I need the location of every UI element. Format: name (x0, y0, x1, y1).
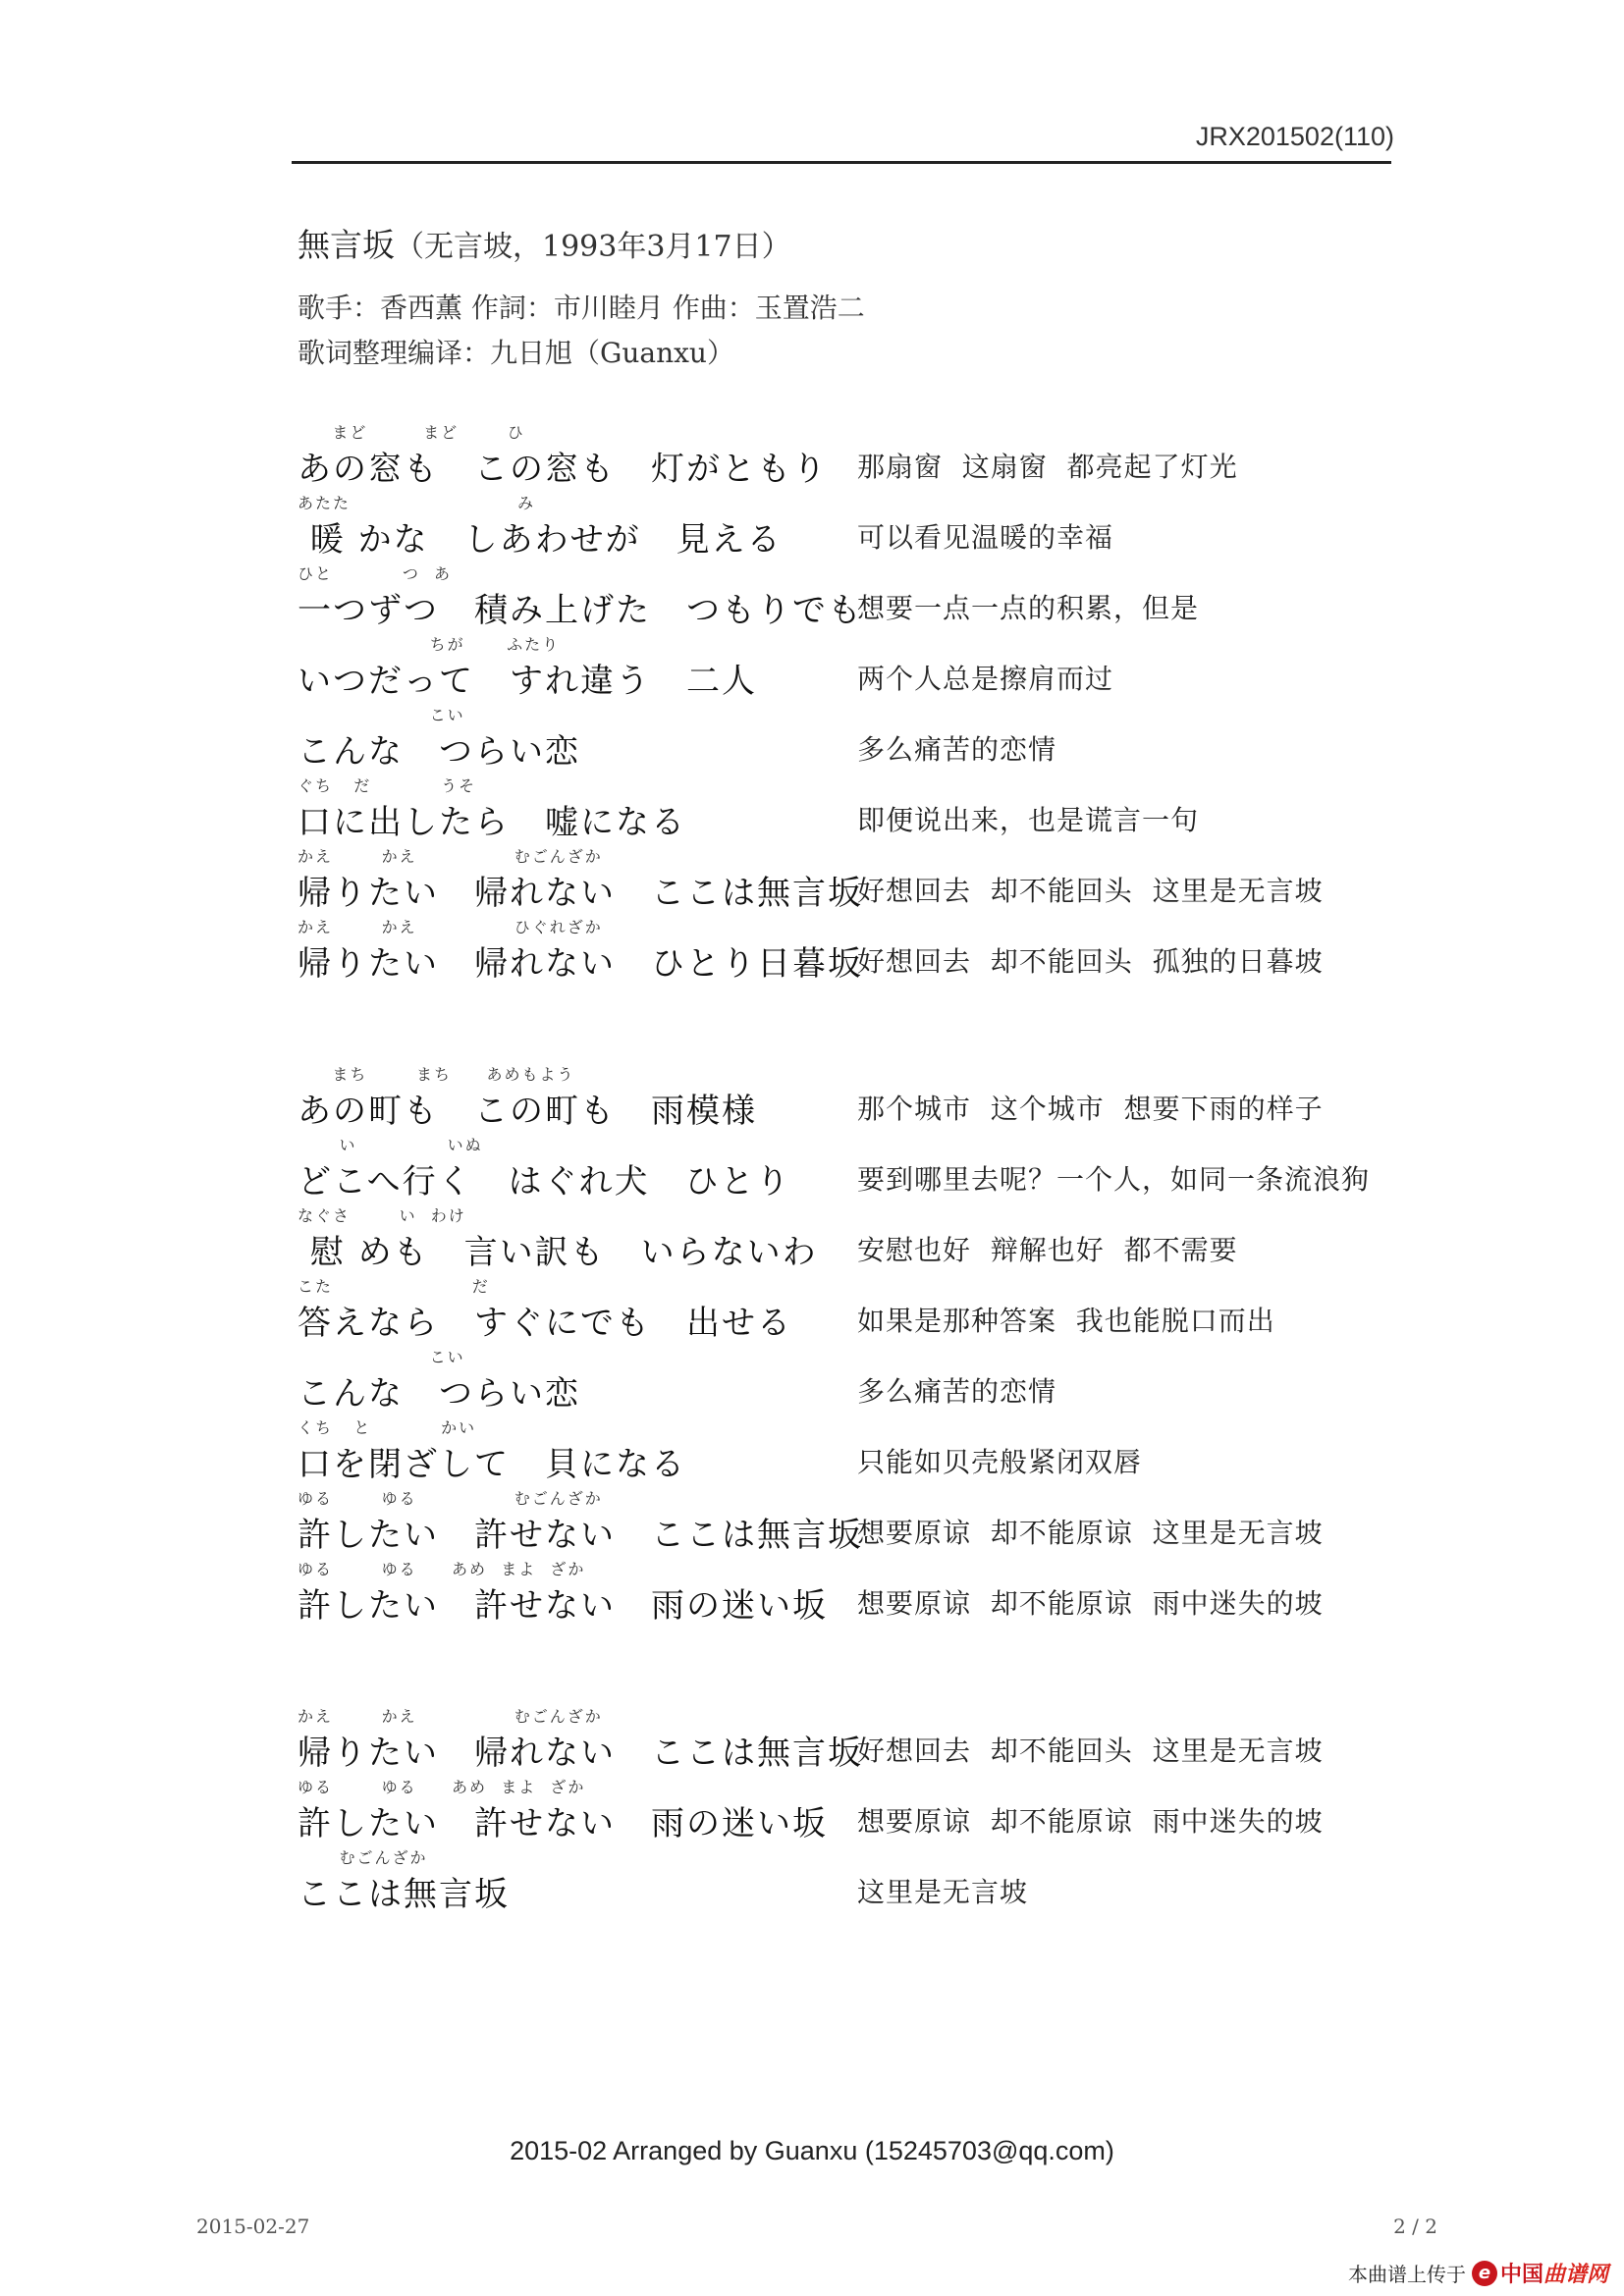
site-logo-part1: 中国 (1499, 2263, 1543, 2287)
site-logo-part2: 曲谱网 (1543, 2263, 1608, 2287)
credits-line: 歌手：香西薫 作詞：市川睦月 作曲：玉置浩二 (298, 292, 865, 324)
lyric-line (0, 561, 1624, 632)
furigana: ゆる ゆる あめ まよ ざか (298, 1778, 586, 1796)
lyric-line (0, 632, 1624, 703)
lyric-line (0, 1062, 1624, 1133)
page-number: 2 / 2 (1393, 2215, 1437, 2238)
furigana: くち と かい (298, 1418, 477, 1437)
lyric-line (0, 1775, 1624, 1845)
lyric-japanese: 答えなら すぐにでも 出せる (298, 1304, 792, 1343)
lyric-japanese: どこへ行く はぐれ犬 ひとり (298, 1162, 791, 1201)
lyric-chinese: 多么痛苦的恋情 (857, 733, 1057, 766)
lyric-line (0, 1486, 1624, 1557)
furigana: あたた み (298, 494, 536, 512)
lyric-japanese: 一つずつ 積み上げた つもりでも (298, 591, 863, 630)
lyric-chinese: 那个城市 这个城市 想要下雨的样子 (857, 1093, 1324, 1125)
watermark-text: 本曲谱上传于 (1347, 2263, 1466, 2286)
lyric-line (0, 1415, 1624, 1486)
lyric-chinese: 想要原谅 却不能原谅 这里是无言坡 (857, 1517, 1324, 1549)
song-title-main: 無言坂 (298, 226, 395, 264)
lyric-chinese: 多么痛苦的恋情 (857, 1375, 1057, 1408)
furigana: なぐさ い わけ (298, 1206, 466, 1225)
footer-date: 2015-02-27 (196, 2215, 310, 2238)
site-logo-icon: e (1472, 2261, 1497, 2286)
lyric-japanese: 許したい 許せない 雨の迷い坂 (298, 1804, 828, 1843)
lyric-line (0, 491, 1624, 561)
lyric-chinese: 如果是那种答案 我也能脱口而出 (857, 1305, 1275, 1337)
furigana: まち まち あめもよう (298, 1065, 575, 1084)
lyric-chinese: 好想回去 却不能回头 这里是无言坡 (857, 1735, 1324, 1767)
lyric-japanese: 口に出したら 嘘になる (298, 803, 686, 842)
lyric-japanese: 暖 かな しあわせが 見える (298, 520, 783, 560)
lyric-chinese: 想要原谅 却不能原谅 雨中迷失的坡 (857, 1587, 1324, 1620)
song-title-sub: （无言坡，1993年3月17日） (395, 230, 791, 264)
lyric-chinese: 想要原谅 却不能原谅 雨中迷失的坡 (857, 1805, 1324, 1838)
lyric-japanese: 許したい 許せない 雨の迷い坂 (298, 1586, 828, 1626)
furigana: ゆる ゆる むごんざか (298, 1489, 603, 1508)
lyric-chinese: 即便说出来，也是谎言一句 (857, 804, 1200, 836)
furigana: こた だ (298, 1277, 490, 1296)
furigana: かえ かえ ひぐれざか (298, 918, 603, 936)
lyric-line (0, 774, 1624, 844)
furigana: かえ かえ むごんざか (298, 1707, 603, 1726)
lyric-line (0, 1557, 1624, 1628)
lyric-japanese: 帰りたい 帰れない ここは無言坂 (298, 874, 863, 913)
lyric-japanese: 慰 めも 言い訳も いらないわ (298, 1233, 818, 1272)
lyric-chinese: 这里是无言坡 (857, 1876, 1029, 1908)
lyric-line (0, 1274, 1624, 1345)
lyric-chinese: 两个人总是擦肩而过 (857, 663, 1114, 695)
lyric-chinese: 要到哪里去呢？一个人，如同一条流浪狗 (857, 1163, 1371, 1196)
lyric-japanese: 口を閉ざして 貝になる (298, 1445, 686, 1484)
lyric-chinese: 那扇窗 这扇窗 都亮起了灯光 (857, 451, 1238, 483)
furigana: ひと つ あ (298, 564, 453, 583)
lyric-japanese: こんな つらい恋 (298, 732, 580, 772)
footer-credit: 2015-02 Arranged by Guanxu (15245703@qq.com) (510, 2136, 1114, 2165)
watermark (1348, 2258, 1608, 2288)
lyric-line (0, 1845, 1624, 1916)
furigana: ゆる ゆる あめ まよ ざか (298, 1560, 586, 1578)
lyric-japanese: あの町も この町も 雨模様 (298, 1092, 757, 1131)
furigana: ぐち だ うそ (298, 776, 477, 795)
document-code: JRX201502(110) (1195, 122, 1394, 151)
lyric-japanese: 許したい 許せない ここは無言坂 (298, 1516, 863, 1555)
editor-line: 歌词整理编译：九日旭（Guanxu） (298, 337, 734, 369)
lyric-japanese: 帰りたい 帰れない ひとり日暮坂 (298, 944, 863, 984)
lyric-chinese: 安慰也好 辩解也好 都不需要 (857, 1234, 1238, 1266)
furigana: まど まど ひ (298, 423, 525, 442)
lyric-chinese: 好想回去 却不能回头 这里是无言坡 (857, 875, 1324, 907)
lyric-line (0, 1203, 1624, 1274)
lyric-japanese: 帰りたい 帰れない ここは無言坂 (298, 1734, 863, 1773)
lyric-line (0, 1345, 1624, 1415)
furigana: こい (298, 1348, 465, 1366)
lyric-line (0, 844, 1624, 915)
lyric-japanese: ここは無言坂 (298, 1875, 510, 1914)
lyric-chinese: 可以看见温暖的幸福 (857, 521, 1114, 554)
lyric-line (0, 1133, 1624, 1203)
lyric-line (0, 915, 1624, 986)
lyric-line (0, 420, 1624, 491)
lyric-line (0, 1704, 1624, 1775)
lyric-chinese: 只能如贝壳般紧闭双唇 (857, 1446, 1143, 1478)
lyric-line (0, 703, 1624, 774)
furigana: ちが ふたり (298, 635, 561, 654)
lyric-japanese: いつだって すれ違う 二人 (298, 662, 757, 701)
furigana: かえ かえ むごんざか (298, 847, 603, 866)
lyric-chinese: 想要一点一点的积累，但是 (857, 592, 1200, 624)
furigana: むごんざか (298, 1848, 428, 1867)
furigana: い いぬ (298, 1136, 483, 1154)
lyric-japanese: あの窓も この窓も 灯がともり (298, 450, 828, 489)
lyric-japanese: こんな つらい恋 (298, 1374, 580, 1414)
site-logo (1472, 2258, 1608, 2288)
furigana: こい (298, 706, 465, 724)
lyric-chinese: 好想回去 却不能回头 孤独的日暮坡 (857, 945, 1324, 978)
